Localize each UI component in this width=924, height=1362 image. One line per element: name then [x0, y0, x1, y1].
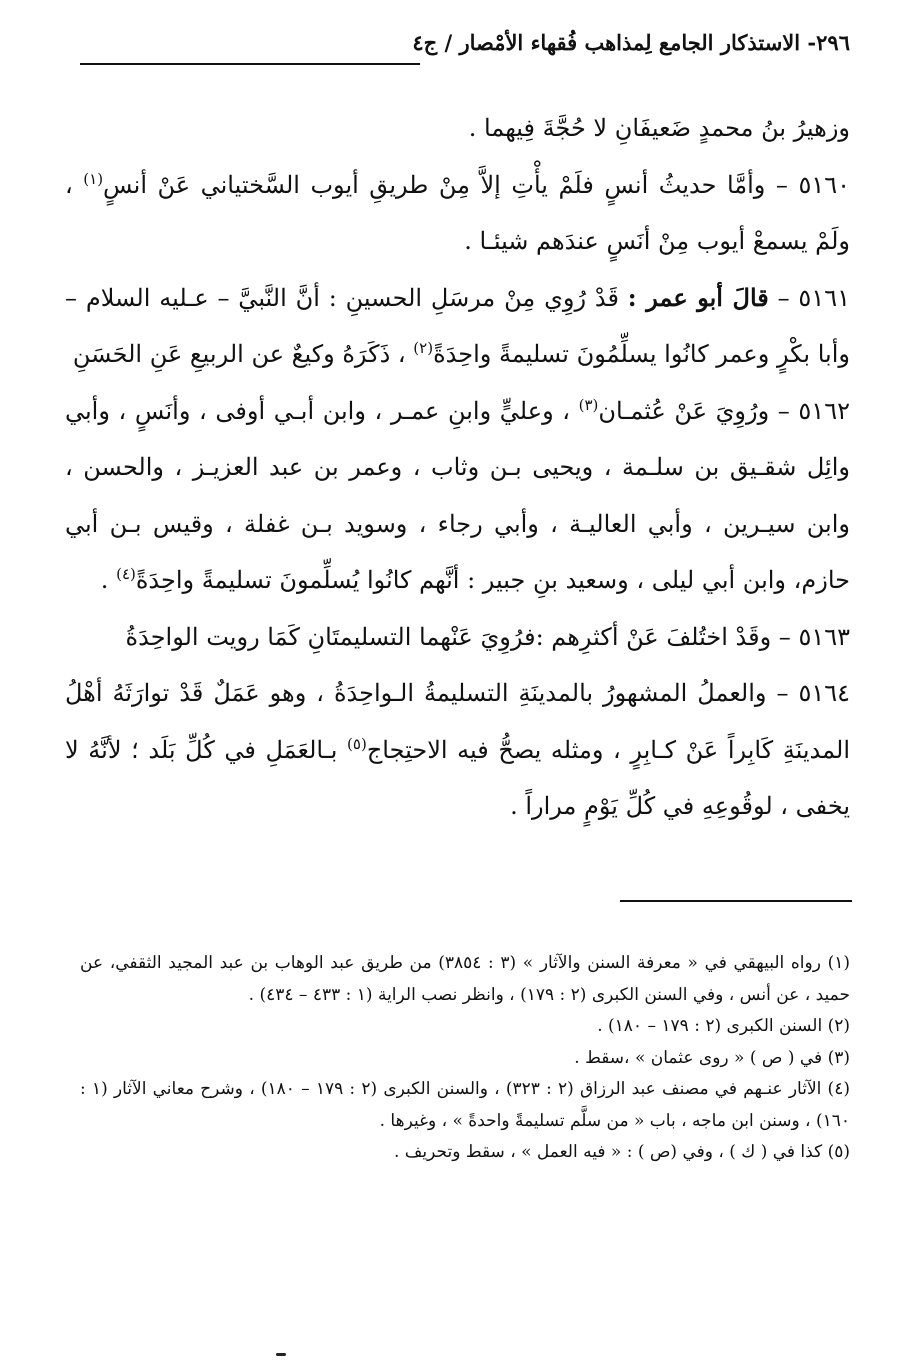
- paragraph-number: ٥١٦٣ –: [778, 622, 850, 651]
- footnote-separator: [620, 900, 852, 902]
- paragraph-text: قَدْ رُوِي مِنْ مرسَلِ الحسينِ : أنَّ النَّبيَّ – عـليه السلام – وأبا بكْرٍ وعمر كانُوا يسلِّمُونَ تسليمةً واحِدَةً: [65, 283, 850, 368]
- footnote-ref-3: (٣): [578, 395, 599, 414]
- paragraph-text: ورُوِيَ عَنْ عُثمـان: [598, 396, 770, 425]
- paragraph-number: ٥١٦١ –: [777, 283, 850, 312]
- paragraph-text-after: بـالعَمَلِ في كُلِّ بَلَد ؛ لأنَّهُ لا يخفى ، لوقُوعِهِ في كُلِّ يَوْمٍ مراراً .: [65, 735, 850, 820]
- footnote-5: (٥) كذا في ( ك ) ، وفي (ص ) : « فيه العمل » ، سقط وتحريف .: [393, 1142, 850, 1162]
- footnotes: [80, 948, 850, 1169]
- footnote-1: (١) رواه البيهقي في « معرفة السنن والآثار » (٣ : ٣٨٥٤) من طريق عبد الوهاب بن عبد المجيد الثقفي، عن حميد ، عن أنس ، وفي السنن الكبرى (٢ : ١٧٩) ، وانظر نصب الراية (١ : ٤٣٣ – ٤٣٤) .: [80, 953, 850, 1005]
- speaker-label: قالَ أبو عمر :: [627, 282, 769, 312]
- paragraph-5160: [65, 157, 850, 270]
- footnote-ref-2: (٢): [413, 339, 434, 357]
- main-text: [65, 100, 850, 835]
- paragraph-text-after: ، ذَكَرَهُ وكيعٌ عن الربيعِ عَنِ الحَسَنِ: [72, 340, 406, 368]
- paragraph-text: وأمَّا حديثُ أنسٍ فلَمْ يأْتِ إلاَّ مِنْ طريقِ أيوب السَّختياني عَنْ أنسٍ: [103, 170, 766, 199]
- paragraph-5163: [65, 609, 850, 666]
- paragraph-number: ٥١٦٢ –: [777, 396, 850, 425]
- paragraph-number: ٥١٦٠ –: [775, 170, 850, 199]
- footnote-3: (٣) في ( ص ) « روى عثمان » ،سقط .: [574, 1047, 850, 1068]
- paragraph-text: وزهيرُ بنُ محمدٍ ضَعيفَانِ لا حُجَّةَ فِيهما .: [468, 114, 850, 142]
- paragraph-intro: [65, 100, 850, 157]
- paragraph-text-after: ، ولَمْ يسمعْ أيوب مِنْ أنَسٍ عندَهم شيئـا .: [65, 170, 850, 255]
- paragraph-text-after: ، وعليٍّ وابنِ عمـر ، وابن أبـي أوفى ، وأنَسٍ ، وأبي وائِل شقـيق بن سلـمة ، ويحيى بـن وثاب ، وعمر بن عبد العزيـز ، والحسن ، وابن سيـرين ، وأبي العاليـة ، وأبي رجاء ، وسويد بـن غفلة ، وقيس بـن أبي حازم، وابن أبي ليلى ، وسعيد بنِ جبير : أنَّهم كانُوا يُسلِّمونَ تسليمةً واحِدَةً: [65, 396, 850, 594]
- paragraph-text: والعملُ المشهورُ بالمدينَةِ التسليمةُ الـواحِدَةُ ، وهو عَمَلٌ قَدْ توارَثَهُ أهْلُ المدينَةِ كَابِراً عَنْ كـابِرٍ ، ومثله يصحُّ فيه الاحتِجاج: [65, 679, 850, 764]
- paragraph-text-end: .: [100, 566, 109, 594]
- running-header: [60, 30, 850, 80]
- paragraph-text: وقَدْ اختُلفَ عَنْ أكثرِهم :فرُوِيَ عَنْهما التسليمتَانِ كَمَا رويت الواحِدَةُ: [125, 622, 772, 651]
- footnote-ref-4: (٤): [116, 565, 136, 583]
- ink-speck: [276, 1353, 286, 1356]
- footnote-4: (٤) الآثار عنـهم في مصنف عبد الرزاق (٢ : ٣٢٣) ، والسنن الكبرى (٢ : ١٧٩ – ١٨٠) ، وشرح معاني الآثار (١ : ١٦٠) ، وسنن ابن ماجه ، باب « من سلَّم تسليمةً واحدةً » ، وغيرها .: [80, 1079, 850, 1131]
- paragraph-5161: [65, 270, 850, 383]
- footnote-ref-5: (٥): [347, 734, 367, 753]
- footnote-ref-1: (١): [83, 169, 104, 188]
- paragraph-number: ٥١٦٤ –: [776, 679, 851, 707]
- header-title: ٢٩٦- الاستذكار الجامع لِمذاهب فُقهاء الأمْصار / ج٤: [412, 30, 850, 55]
- footnote-2: (٢) السنن الكبرى (٢ : ١٧٩ – ١٨٠) .: [597, 1016, 850, 1036]
- paragraph-5164: [65, 665, 850, 835]
- header-rule: [80, 63, 420, 65]
- paragraph-5162: [65, 383, 850, 609]
